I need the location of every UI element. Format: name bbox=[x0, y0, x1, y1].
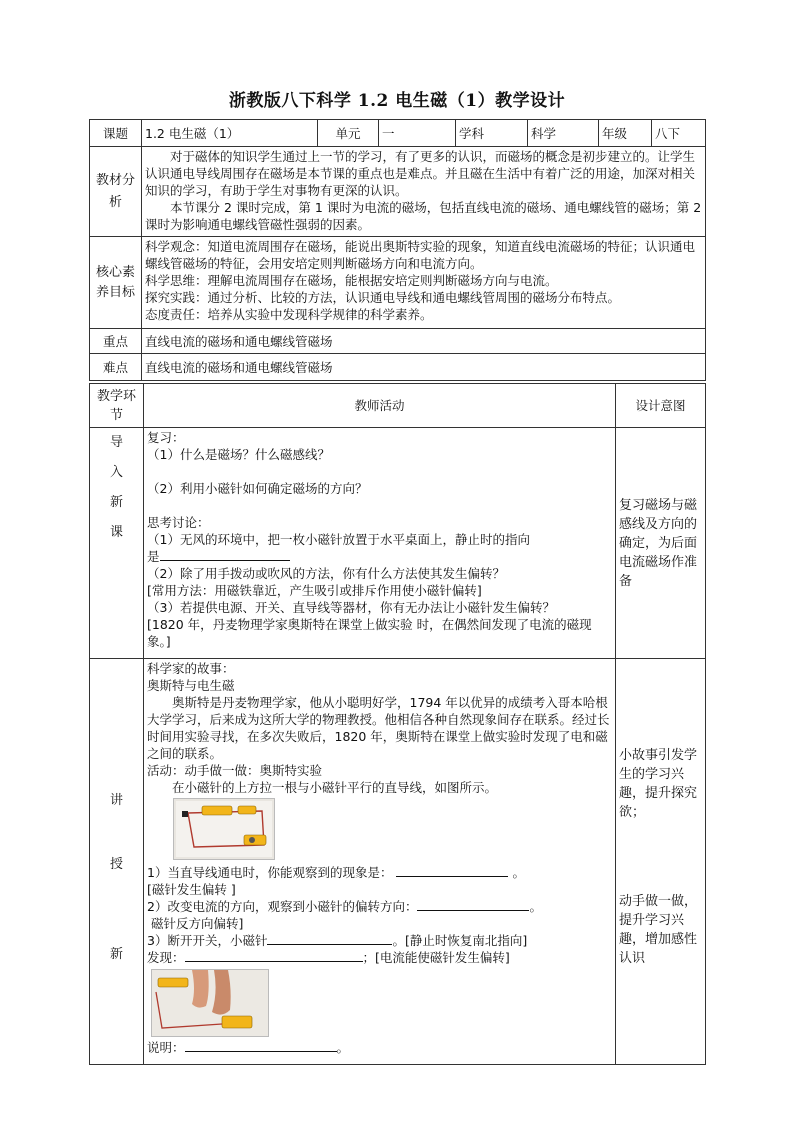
stage-header: 教学环节 bbox=[90, 384, 144, 428]
oersted-experiment-image-1 bbox=[173, 798, 275, 860]
jiangshou-activity bbox=[144, 659, 616, 1065]
intent-header: 设计意图 bbox=[616, 384, 706, 428]
answer-blank bbox=[160, 548, 290, 561]
activity-header: 教师活动 bbox=[144, 384, 616, 428]
jiaocai-label: 教材分析 bbox=[90, 147, 142, 237]
nian-ji-value: 八下 bbox=[652, 120, 706, 147]
activity-title: 活动：动手做一做：奥斯特实验 bbox=[147, 763, 323, 778]
suyang-line-3: 探究实践：通过分析、比较的方法，认识通电导线和通电螺线管周围的磁场分布特点。 bbox=[145, 290, 621, 305]
discussion-1-answer bbox=[147, 548, 612, 565]
question-2-end: 。 bbox=[529, 899, 542, 914]
answer-blank bbox=[185, 949, 363, 962]
lesson-info-table bbox=[89, 119, 706, 381]
jiaocai-para-1: 对于磁体的知识学生通过上一节的学习，有了更多的认识，而磁场的概念是初步建立的。让学生认识通电导线周围存在磁场是本节课的重点也是难点。并且磁在生活中有着广泛的用途，加深对相关知识的学习，有助于学生对事物有更深的认识。 bbox=[145, 149, 696, 198]
discussion-3: （3）若提供电源、开关、直导线等器材，你有无办法让小磁针发生偏转？ bbox=[147, 600, 555, 615]
suyang-line-4: 态度责任：培养从实验中发现科学规律的科学素养。 bbox=[145, 307, 433, 322]
discussion-3-answer: [1820 年，丹麦物理学家奥斯特在课堂上做实验 时，在偶然间发现了电流的磁现象。] bbox=[147, 617, 592, 649]
suyang-line-2: 科学思维：理解电流周围存在磁场，能根据安培定则判断磁场方向与电流。 bbox=[145, 273, 558, 288]
daoru-activity bbox=[144, 428, 616, 659]
suyang-line-1: 科学观念：知道电流周围存在磁场，能说出奥斯特实验的现象，知道直线电流磁场的特征；认识通电螺线管磁场的特征，会用安培定则判断磁场方向和电流方向。 bbox=[145, 239, 696, 271]
sikao-label: 思考讨论： bbox=[147, 515, 210, 530]
faxian-line bbox=[147, 949, 612, 966]
question-1-answer: [磁针发生偏转 ] bbox=[147, 882, 236, 897]
answer-blank bbox=[267, 932, 392, 945]
fuxi-label: 复习： bbox=[147, 430, 185, 445]
review-question-1: （1）什么是磁场？什么磁感线？ bbox=[147, 447, 330, 462]
question-2 bbox=[147, 898, 612, 915]
question-2-text: 2）改变电流的方向，观察到小磁针的偏转方向： bbox=[147, 899, 418, 914]
stage-char: 入 bbox=[109, 465, 123, 480]
question-1-end: 。 bbox=[512, 865, 525, 880]
stage-char: 授 bbox=[109, 857, 123, 872]
answer-blank bbox=[417, 898, 529, 911]
xue-ke-label: 学科 bbox=[456, 120, 528, 147]
question-1 bbox=[147, 864, 612, 881]
page-title: 浙教版八下科学 1.2 电生磁（1）教学设计 bbox=[228, 91, 566, 111]
stage-char: 课 bbox=[109, 525, 123, 540]
jiaocai-para-2: 本节课分 2 课时完成，第 1 课时为电流的磁场，包括直线电流的磁场、通电螺线管的磁场；第 2 课时为影响通电螺线管磁性强弱的因素。 bbox=[145, 200, 702, 232]
answer-blank bbox=[185, 1039, 337, 1052]
question-1-text: 1）当直导线通电时，你能观察到的现象是： bbox=[147, 865, 393, 880]
jiaocai-content bbox=[142, 147, 706, 237]
story-subtitle: 奥斯特与电生磁 bbox=[147, 678, 235, 693]
discussion-1-prefix: 是 bbox=[147, 549, 160, 564]
question-3 bbox=[147, 932, 612, 949]
faxian-answer: ；[电流能使磁针发生偏转] bbox=[362, 950, 510, 965]
shuoming-label: 说明： bbox=[147, 1040, 185, 1055]
suyang-content bbox=[142, 237, 706, 329]
discussion-2: （2）除了用手拨动或吹风的方法，你有什么方法使其发生偏转？ bbox=[147, 566, 505, 581]
jiangshou-intent bbox=[616, 659, 706, 1065]
suyang-label: 核心素养目标 bbox=[90, 237, 142, 329]
daoru-intent: 复习磁场与磁感线及方向的确定，为后面电流磁场作准备 bbox=[616, 428, 706, 659]
discussion-2-answer: [常用方法：用磁铁靠近，产生吸引或排斥作用使小磁针偏转] bbox=[147, 583, 482, 598]
stage-char: 导 bbox=[109, 435, 123, 450]
ke-ti-value: 1.2 电生磁（1） bbox=[142, 120, 318, 147]
answer-blank bbox=[396, 864, 508, 877]
shuoming-line bbox=[147, 1039, 612, 1056]
zhongdian-label: 重点 bbox=[90, 329, 142, 354]
nandian-label: 难点 bbox=[90, 354, 142, 381]
dan-yuan-label: 单元 bbox=[318, 120, 379, 147]
shuoming-end: 。 bbox=[336, 1040, 350, 1055]
intent-hands-on: 动手做一做，提升学习兴趣，增加感性认识 bbox=[619, 894, 698, 966]
discussion-1: （1）无风的环境中，把一枚小磁针放置于水平桌面上，静止时的指向 bbox=[147, 532, 530, 547]
question-3-end: 。[静止时恢复南北指向] bbox=[392, 933, 528, 948]
stage-char: 新 bbox=[109, 947, 123, 962]
stage-char: 讲 bbox=[109, 793, 123, 808]
dan-yuan-value: 一 bbox=[379, 120, 456, 147]
daoru-stage bbox=[90, 428, 144, 659]
story-text: 奥斯特是丹麦物理学家，他从小聪明好学，1794 年以优异的成绩考入哥本哈根大学学习，后来成为这所大学的物理教授。他相信各种自然现象间存在联系。经过长时间用实验寻找，在多次失败后，1820 年，奥斯特在课堂上做实验时发现了电和磁之间的联系。 bbox=[147, 695, 610, 761]
nian-ji-label: 年级 bbox=[599, 120, 652, 147]
faxian-label: 发现： bbox=[147, 950, 185, 965]
intent-story: 小故事引发学生的学习兴趣，提升探究欲； bbox=[619, 748, 698, 820]
teaching-process-table bbox=[89, 383, 706, 1065]
question-2-answer: 磁针反方向偏转] bbox=[151, 916, 244, 931]
xue-ke-value: 科学 bbox=[528, 120, 599, 147]
activity-desc: 在小磁针的上方拉一根与小磁针平行的直导线，如图所示。 bbox=[172, 780, 498, 795]
oersted-experiment-image-2 bbox=[151, 969, 269, 1037]
story-title: 科学家的故事： bbox=[147, 661, 235, 676]
review-question-2: （2）利用小磁针如何确定磁场的方向？ bbox=[147, 481, 368, 496]
zhongdian-value: 直线电流的磁场和通电螺线管磁场 bbox=[142, 329, 706, 354]
ke-ti-label: 课题 bbox=[90, 120, 142, 147]
stage-char: 新 bbox=[109, 495, 123, 510]
nandian-value: 直线电流的磁场和通电螺线管磁场 bbox=[142, 354, 706, 381]
jiangshou-stage bbox=[90, 659, 144, 1065]
question-3-text: 3）断开开关，小磁针 bbox=[147, 933, 268, 948]
